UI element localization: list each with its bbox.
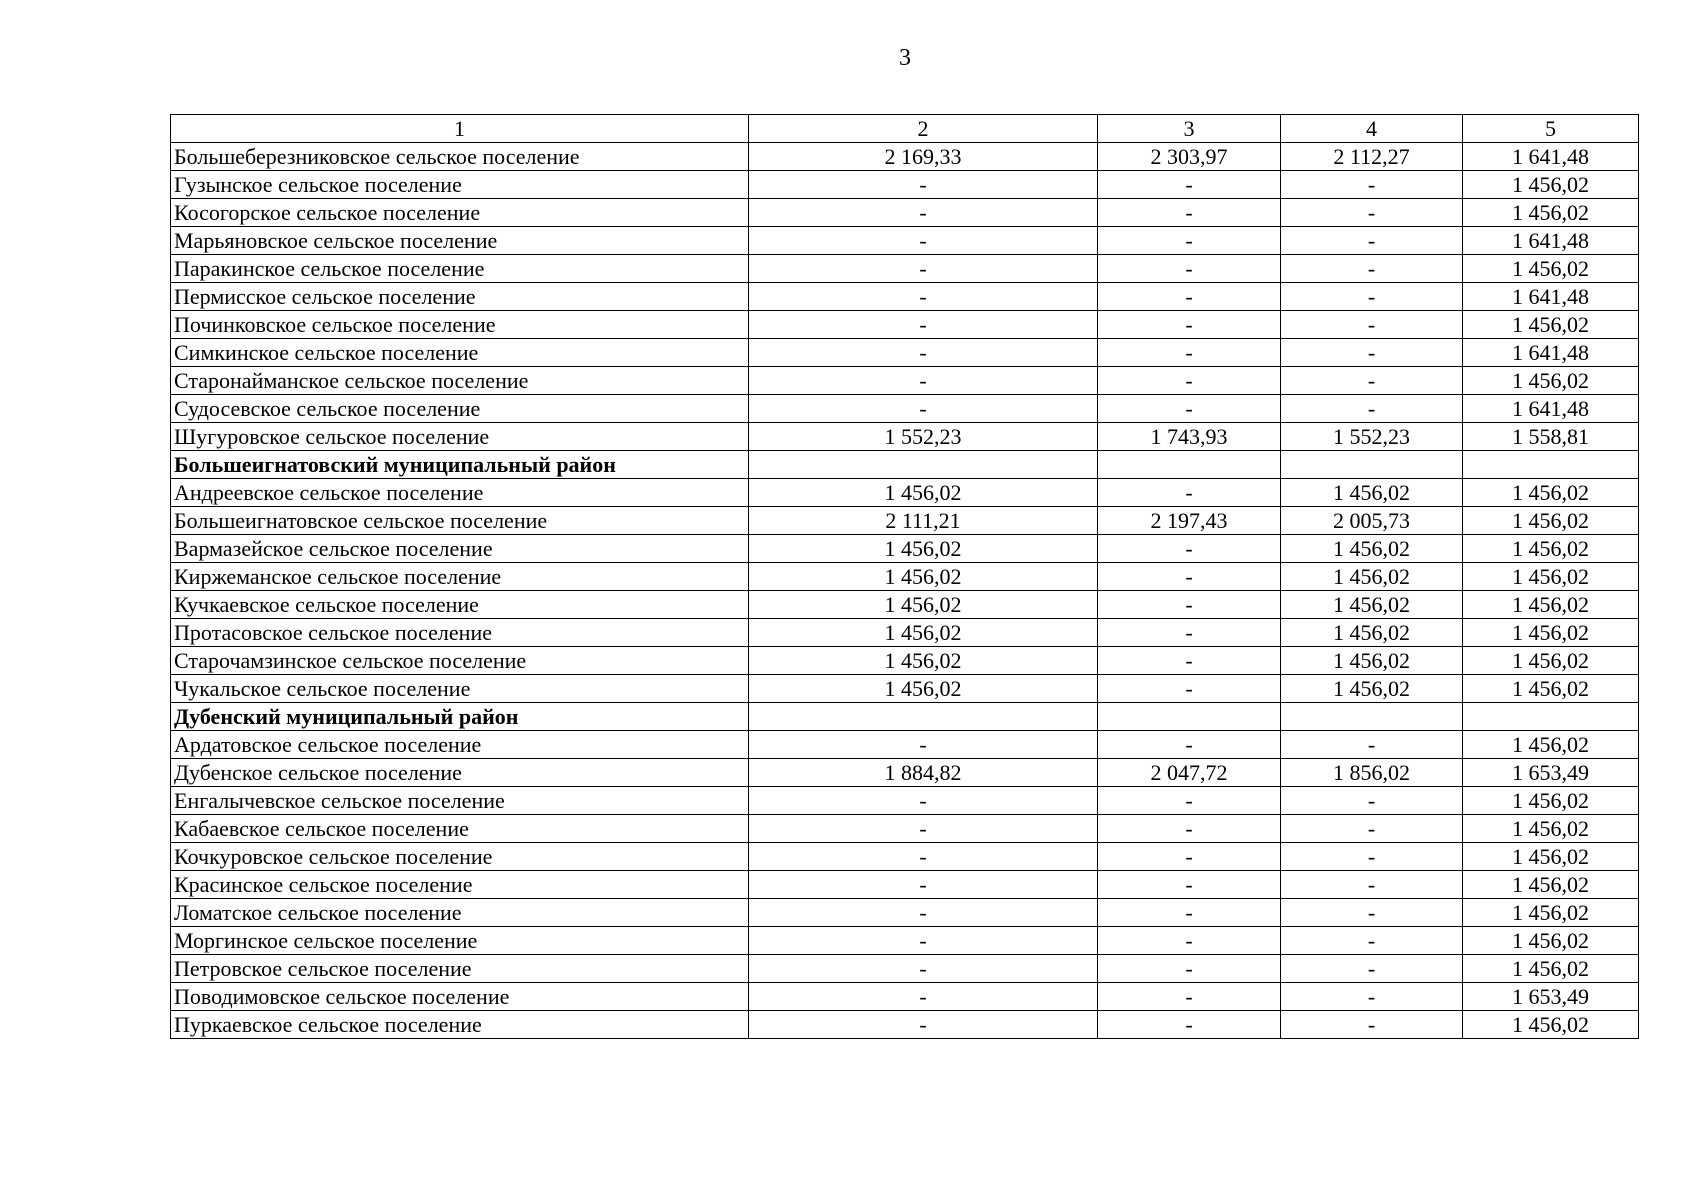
value-cell-col-3 xyxy=(1098,451,1281,479)
settlement-name-cell: Кабаевское сельское поселение xyxy=(171,815,749,843)
settlement-name-cell: Кочкуровское сельское поселение xyxy=(171,843,749,871)
settlement-name-cell: Ардатовское сельское поселение xyxy=(171,731,749,759)
value-cell-col-2: - xyxy=(749,955,1098,983)
value-cell-col-3 xyxy=(1098,703,1281,731)
value-cell-col-2: 1 456,02 xyxy=(749,619,1098,647)
table-row xyxy=(171,283,1639,311)
value-cell-col-3: - xyxy=(1098,787,1281,815)
table-row xyxy=(171,535,1639,563)
value-cell-col-2: 2 169,33 xyxy=(749,143,1098,171)
value-cell-col-5: 1 456,02 xyxy=(1463,367,1639,395)
value-cell-col-4: - xyxy=(1281,255,1463,283)
value-cell-col-5: 1 456,02 xyxy=(1463,619,1639,647)
value-cell-col-3: - xyxy=(1098,899,1281,927)
settlement-name-cell: Енгалычевское сельское поселение xyxy=(171,787,749,815)
value-cell-col-4: - xyxy=(1281,843,1463,871)
value-cell-col-4: - xyxy=(1281,311,1463,339)
value-cell-col-3: - xyxy=(1098,563,1281,591)
value-cell-col-3: - xyxy=(1098,983,1281,1011)
settlement-name-cell: Пуркаевское сельское поселение xyxy=(171,1011,749,1039)
settlement-name-cell: Петровское сельское поселение xyxy=(171,955,749,983)
value-cell-col-4: - xyxy=(1281,787,1463,815)
value-cell-col-5: 1 641,48 xyxy=(1463,227,1639,255)
table-row xyxy=(171,815,1639,843)
table-row xyxy=(171,787,1639,815)
table-row xyxy=(171,367,1639,395)
settlement-name-cell: Вармазейское сельское поселение xyxy=(171,535,749,563)
district-heading-row xyxy=(171,703,1639,731)
table-row xyxy=(171,479,1639,507)
value-cell-col-5: 1 456,02 xyxy=(1463,899,1639,927)
table-row xyxy=(171,507,1639,535)
value-cell-col-3: - xyxy=(1098,535,1281,563)
value-cell-col-4: - xyxy=(1281,815,1463,843)
value-cell-col-5: 1 456,02 xyxy=(1463,255,1639,283)
value-cell-col-2: - xyxy=(749,731,1098,759)
value-cell-col-5: 1 456,02 xyxy=(1463,731,1639,759)
data-table xyxy=(170,114,1639,1039)
value-cell-col-5: 1 456,02 xyxy=(1463,955,1639,983)
settlement-name-cell: Старонайманское сельское поселение xyxy=(171,367,749,395)
value-cell-col-3: - xyxy=(1098,199,1281,227)
value-cell-col-2: 1 456,02 xyxy=(749,535,1098,563)
value-cell-col-5: 1 456,02 xyxy=(1463,815,1639,843)
settlement-name-cell: Моргинское сельское поселение xyxy=(171,927,749,955)
settlement-name-cell: Дубенское сельское поселение xyxy=(171,759,749,787)
settlement-name-cell: Ломатское сельское поселение xyxy=(171,899,749,927)
value-cell-col-4: 1 456,02 xyxy=(1281,479,1463,507)
value-cell-col-2: - xyxy=(749,927,1098,955)
value-cell-col-2: - xyxy=(749,983,1098,1011)
value-cell-col-3: 1 743,93 xyxy=(1098,423,1281,451)
value-cell-col-3: 2 303,97 xyxy=(1098,143,1281,171)
value-cell-col-5: 1 456,02 xyxy=(1463,591,1639,619)
value-cell-col-3: - xyxy=(1098,619,1281,647)
value-cell-col-2: - xyxy=(749,787,1098,815)
table-row xyxy=(171,619,1639,647)
value-cell-col-3: - xyxy=(1098,927,1281,955)
value-cell-col-4: - xyxy=(1281,339,1463,367)
table-row xyxy=(171,675,1639,703)
value-cell-col-2 xyxy=(749,703,1098,731)
district-name-cell: Большеигнатовский муниципальный район xyxy=(171,451,749,479)
district-name-cell: Дубенский муниципальный район xyxy=(171,703,749,731)
table-row xyxy=(171,731,1639,759)
settlement-name-cell: Паракинское сельское поселение xyxy=(171,255,749,283)
value-cell-col-3: - xyxy=(1098,395,1281,423)
table-row xyxy=(171,199,1639,227)
value-cell-col-4 xyxy=(1281,451,1463,479)
table-row xyxy=(171,871,1639,899)
value-cell-col-3: 2 197,43 xyxy=(1098,507,1281,535)
value-cell-col-3: - xyxy=(1098,255,1281,283)
value-cell-col-5: 1 456,02 xyxy=(1463,647,1639,675)
table-row xyxy=(171,955,1639,983)
value-cell-col-4: 1 456,02 xyxy=(1281,619,1463,647)
value-cell-col-5: 1 456,02 xyxy=(1463,787,1639,815)
value-cell-col-2: - xyxy=(749,199,1098,227)
column-number-cell: 3 xyxy=(1098,115,1281,143)
value-cell-col-2: - xyxy=(749,395,1098,423)
value-cell-col-5: 1 456,02 xyxy=(1463,843,1639,871)
table-row xyxy=(171,311,1639,339)
value-cell-col-2: - xyxy=(749,171,1098,199)
settlement-name-cell: Чукальское сельское поселение xyxy=(171,675,749,703)
table-row xyxy=(171,423,1639,451)
value-cell-col-4: - xyxy=(1281,1011,1463,1039)
table-row xyxy=(171,563,1639,591)
table-row xyxy=(171,395,1639,423)
value-cell-col-2 xyxy=(749,451,1098,479)
value-cell-col-5 xyxy=(1463,703,1639,731)
value-cell-col-4: - xyxy=(1281,227,1463,255)
value-cell-col-3: - xyxy=(1098,479,1281,507)
value-cell-col-5: 1 641,48 xyxy=(1463,143,1639,171)
value-cell-col-2: - xyxy=(749,871,1098,899)
settlement-name-cell: Киржеманское сельское поселение xyxy=(171,563,749,591)
value-cell-col-5: 1 641,48 xyxy=(1463,395,1639,423)
value-cell-col-5: 1 456,02 xyxy=(1463,927,1639,955)
value-cell-col-4: 1 456,02 xyxy=(1281,675,1463,703)
value-cell-col-4: - xyxy=(1281,283,1463,311)
value-cell-col-4 xyxy=(1281,703,1463,731)
settlement-name-cell: Андреевское сельское поселение xyxy=(171,479,749,507)
settlement-name-cell: Кучкаевское сельское поселение xyxy=(171,591,749,619)
value-cell-col-2: 2 111,21 xyxy=(749,507,1098,535)
value-cell-col-2: - xyxy=(749,843,1098,871)
column-number-cell: 2 xyxy=(749,115,1098,143)
settlement-name-cell: Красинское сельское поселение xyxy=(171,871,749,899)
value-cell-col-5: 1 456,02 xyxy=(1463,563,1639,591)
settlement-name-cell: Марьяновское сельское поселение xyxy=(171,227,749,255)
settlement-name-cell: Большеберезниковское сельское поселение xyxy=(171,143,749,171)
value-cell-col-2: - xyxy=(749,815,1098,843)
value-cell-col-2: - xyxy=(749,311,1098,339)
value-cell-col-5: 1 456,02 xyxy=(1463,199,1639,227)
settlement-name-cell: Пермисское сельское поселение xyxy=(171,283,749,311)
value-cell-col-2: - xyxy=(749,227,1098,255)
value-cell-col-2: 1 456,02 xyxy=(749,647,1098,675)
table-row xyxy=(171,227,1639,255)
settlement-name-cell: Гузынское сельское поселение xyxy=(171,171,749,199)
value-cell-col-4: 2 112,27 xyxy=(1281,143,1463,171)
value-cell-col-4: - xyxy=(1281,731,1463,759)
value-cell-col-4: 1 456,02 xyxy=(1281,563,1463,591)
value-cell-col-3: - xyxy=(1098,1011,1281,1039)
value-cell-col-3: - xyxy=(1098,591,1281,619)
value-cell-col-5 xyxy=(1463,451,1639,479)
value-cell-col-5: 1 456,02 xyxy=(1463,507,1639,535)
table-row xyxy=(171,647,1639,675)
value-cell-col-3: - xyxy=(1098,339,1281,367)
value-cell-col-2: 1 456,02 xyxy=(749,479,1098,507)
settlement-name-cell: Симкинское сельское поселение xyxy=(171,339,749,367)
table-row xyxy=(171,1011,1639,1039)
settlement-name-cell: Косогорское сельское поселение xyxy=(171,199,749,227)
settlement-name-cell: Шугуровское сельское поселение xyxy=(171,423,749,451)
value-cell-col-5: 1 558,81 xyxy=(1463,423,1639,451)
table-row xyxy=(171,255,1639,283)
value-cell-col-5: 1 456,02 xyxy=(1463,535,1639,563)
value-cell-col-5: 1 456,02 xyxy=(1463,479,1639,507)
value-cell-col-5: 1 456,02 xyxy=(1463,311,1639,339)
table-row xyxy=(171,591,1639,619)
value-cell-col-2: - xyxy=(749,899,1098,927)
value-cell-col-4: - xyxy=(1281,171,1463,199)
value-cell-col-3: - xyxy=(1098,675,1281,703)
value-cell-col-5: 1 653,49 xyxy=(1463,759,1639,787)
value-cell-col-2: 1 552,23 xyxy=(749,423,1098,451)
value-cell-col-2: 1 456,02 xyxy=(749,675,1098,703)
value-cell-col-3: - xyxy=(1098,311,1281,339)
value-cell-col-3: - xyxy=(1098,731,1281,759)
value-cell-col-3: - xyxy=(1098,955,1281,983)
table-header-row xyxy=(171,115,1639,143)
value-cell-col-3: - xyxy=(1098,815,1281,843)
settlement-name-cell: Починковское сельское поселение xyxy=(171,311,749,339)
value-cell-col-5: 1 456,02 xyxy=(1463,675,1639,703)
table-row xyxy=(171,983,1639,1011)
value-cell-col-3: - xyxy=(1098,283,1281,311)
value-cell-col-2: 1 456,02 xyxy=(749,591,1098,619)
value-cell-col-4: - xyxy=(1281,955,1463,983)
value-cell-col-5: 1 641,48 xyxy=(1463,339,1639,367)
table-body xyxy=(171,115,1639,1039)
value-cell-col-3: 2 047,72 xyxy=(1098,759,1281,787)
value-cell-col-4: - xyxy=(1281,899,1463,927)
table-row xyxy=(171,759,1639,787)
value-cell-col-3: - xyxy=(1098,647,1281,675)
district-heading-row xyxy=(171,451,1639,479)
value-cell-col-2: - xyxy=(749,339,1098,367)
value-cell-col-4: 1 456,02 xyxy=(1281,535,1463,563)
value-cell-col-2: - xyxy=(749,255,1098,283)
value-cell-col-4: - xyxy=(1281,983,1463,1011)
page-number: 3 xyxy=(899,45,911,71)
table-row xyxy=(171,927,1639,955)
table-row xyxy=(171,339,1639,367)
value-cell-col-4: 1 456,02 xyxy=(1281,647,1463,675)
value-cell-col-2: - xyxy=(749,367,1098,395)
table-row xyxy=(171,899,1639,927)
settlement-name-cell: Судосевское сельское поселение xyxy=(171,395,749,423)
settlement-name-cell: Протасовское сельское поселение xyxy=(171,619,749,647)
value-cell-col-3: - xyxy=(1098,367,1281,395)
value-cell-col-2: - xyxy=(749,1011,1098,1039)
value-cell-col-2: 1 456,02 xyxy=(749,563,1098,591)
value-cell-col-5: 1 641,48 xyxy=(1463,283,1639,311)
table-row xyxy=(171,171,1639,199)
settlement-name-cell: Старочамзинское сельское поселение xyxy=(171,647,749,675)
table-row xyxy=(171,143,1639,171)
value-cell-col-3: - xyxy=(1098,171,1281,199)
value-cell-col-4: - xyxy=(1281,927,1463,955)
value-cell-col-3: - xyxy=(1098,227,1281,255)
value-cell-col-4: 1 856,02 xyxy=(1281,759,1463,787)
column-number-cell: 4 xyxy=(1281,115,1463,143)
column-number-cell: 5 xyxy=(1463,115,1639,143)
settlement-name-cell: Поводимовское сельское поселение xyxy=(171,983,749,1011)
value-cell-col-4: 1 456,02 xyxy=(1281,591,1463,619)
value-cell-col-4: 2 005,73 xyxy=(1281,507,1463,535)
value-cell-col-3: - xyxy=(1098,871,1281,899)
value-cell-col-4: 1 552,23 xyxy=(1281,423,1463,451)
value-cell-col-2: - xyxy=(749,283,1098,311)
value-cell-col-5: 1 456,02 xyxy=(1463,171,1639,199)
table-row xyxy=(171,843,1639,871)
value-cell-col-4: - xyxy=(1281,395,1463,423)
value-cell-col-5: 1 456,02 xyxy=(1463,871,1639,899)
settlement-name-cell: Большеигнатовское сельское поселение xyxy=(171,507,749,535)
value-cell-col-3: - xyxy=(1098,843,1281,871)
value-cell-col-5: 1 653,49 xyxy=(1463,983,1639,1011)
column-number-cell: 1 xyxy=(171,115,749,143)
value-cell-col-4: - xyxy=(1281,367,1463,395)
value-cell-col-5: 1 456,02 xyxy=(1463,1011,1639,1039)
value-cell-col-4: - xyxy=(1281,871,1463,899)
value-cell-col-2: 1 884,82 xyxy=(749,759,1098,787)
value-cell-col-4: - xyxy=(1281,199,1463,227)
